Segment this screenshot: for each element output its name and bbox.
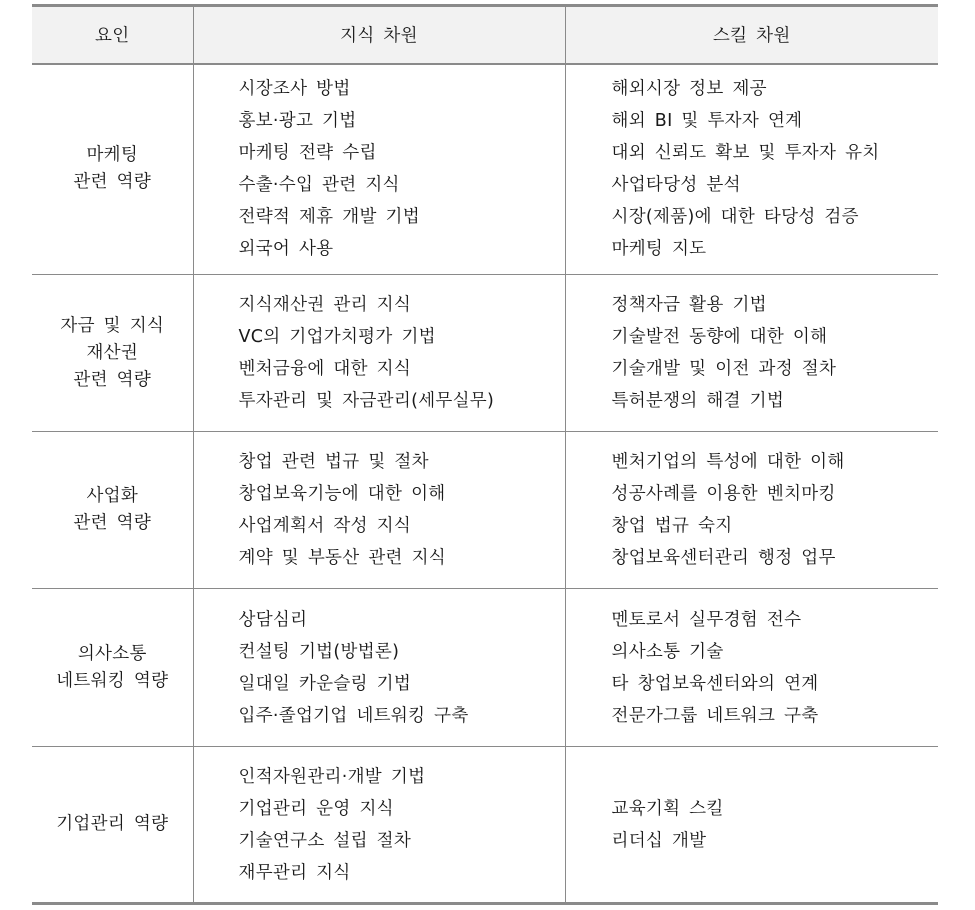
skill-item: 기술발전 동향에 대한 이해 bbox=[611, 327, 828, 347]
skill-item: 해외 BI 및 투자자 연계 bbox=[611, 111, 803, 132]
skill-item: 교육기획 스킬 bbox=[611, 798, 724, 819]
factor-label: 재산권 bbox=[86, 342, 139, 363]
table-body bbox=[32, 64, 938, 904]
knowledge-item: 인적자원관리·개발 기법 bbox=[238, 766, 426, 787]
knowledge-item: 사업계획서 작성 지식 bbox=[238, 516, 412, 536]
knowledge-item: 외국어 사용 bbox=[238, 239, 334, 260]
knowledge-item: 입주·졸업기업 네트워킹 구축 bbox=[238, 705, 469, 726]
knowledge-item: 창업보육기능에 대한 이해 bbox=[238, 484, 446, 504]
header-skill: 스킬 차원 bbox=[565, 6, 938, 64]
header-factor: 요인 bbox=[32, 6, 193, 64]
skill-list bbox=[566, 73, 939, 265]
knowledge-cell bbox=[193, 64, 565, 275]
skill-cell bbox=[565, 64, 938, 275]
table-row bbox=[32, 432, 938, 589]
skill-list bbox=[566, 604, 939, 732]
skill-cell bbox=[565, 747, 938, 904]
table-row bbox=[32, 589, 938, 747]
skill-cell bbox=[565, 275, 938, 432]
knowledge-item: VC의 기업가치평가 기법 bbox=[238, 327, 436, 347]
knowledge-item: 전략적 제휴 개발 기법 bbox=[238, 207, 420, 228]
skill-item: 대외 신뢰도 확보 및 투자자 유치 bbox=[611, 143, 880, 164]
knowledge-item: 창업 관련 법규 및 절차 bbox=[238, 452, 429, 472]
skill-item: 마케팅 지도 bbox=[611, 239, 707, 260]
table-row bbox=[32, 747, 938, 904]
skill-item: 사업타당성 분석 bbox=[611, 175, 741, 196]
skill-item: 성공사례를 이용한 벤치마킹 bbox=[611, 484, 836, 504]
table-header-row bbox=[32, 6, 938, 64]
factor-label: 사업화 bbox=[86, 486, 139, 506]
knowledge-item: 컨설팅 기법(방법론) bbox=[238, 641, 400, 662]
competency-table-container bbox=[32, 4, 938, 905]
skill-item: 창업보육센터관리 행정 업무 bbox=[611, 548, 836, 568]
knowledge-cell bbox=[193, 275, 565, 432]
factor-cell bbox=[32, 275, 193, 432]
knowledge-item: 마케팅 전략 수립 bbox=[238, 143, 377, 164]
skill-item: 정책자금 활용 기법 bbox=[611, 295, 767, 315]
skill-cell bbox=[565, 432, 938, 589]
factor-cell bbox=[32, 747, 193, 904]
skill-item: 타 창업보육센터와의 연계 bbox=[611, 673, 819, 694]
factor-cell bbox=[32, 432, 193, 589]
skill-item: 창업 법규 숙지 bbox=[611, 516, 733, 536]
factor-label: 마케팅 bbox=[86, 145, 139, 166]
knowledge-item: 시장조사 방법 bbox=[238, 79, 351, 100]
factor-label: 자금 및 지식 bbox=[60, 315, 165, 336]
skill-item: 멘토로서 실무경험 전수 bbox=[611, 609, 802, 630]
factor-cell bbox=[32, 589, 193, 747]
header-knowledge: 지식 차원 bbox=[193, 6, 565, 64]
factor-label: 관련 역량 bbox=[73, 369, 152, 390]
skill-item: 전문가그룹 네트워크 구축 bbox=[611, 705, 819, 726]
knowledge-cell bbox=[193, 747, 565, 904]
skill-item: 시장(제품)에 대한 타당성 검증 bbox=[611, 207, 859, 228]
skill-list bbox=[566, 289, 939, 417]
knowledge-cell bbox=[193, 589, 565, 747]
competency-table bbox=[32, 4, 938, 905]
knowledge-item: 지식재산권 관리 지식 bbox=[238, 295, 412, 315]
skill-item: 벤처기업의 특성에 대한 이해 bbox=[611, 452, 845, 472]
table-row bbox=[32, 64, 938, 275]
factor-label: 기업관리 역량 bbox=[56, 814, 169, 834]
knowledge-list bbox=[194, 446, 565, 574]
knowledge-item: 계약 및 부동산 관련 지식 bbox=[238, 548, 447, 568]
knowledge-item: 홍보·광고 기법 bbox=[238, 111, 357, 132]
knowledge-item: 재무관리 지식 bbox=[238, 862, 351, 883]
knowledge-list bbox=[194, 604, 565, 732]
factor-label: 관련 역량 bbox=[73, 513, 152, 533]
factor-label: 네트워킹 역량 bbox=[56, 670, 169, 691]
skill-list bbox=[566, 446, 939, 574]
skill-cell bbox=[565, 589, 938, 747]
skill-list bbox=[566, 793, 939, 857]
factor-label: 의사소통 bbox=[77, 643, 147, 664]
knowledge-item: 벤처금융에 대한 지식 bbox=[238, 359, 412, 379]
knowledge-item: 수출·수입 관련 지식 bbox=[238, 175, 400, 196]
knowledge-item: 투자관리 및 자금관리(세무실무) bbox=[238, 391, 495, 411]
skill-item: 해외시장 정보 제공 bbox=[611, 79, 767, 100]
skill-item: 의사소통 기술 bbox=[611, 641, 724, 662]
factor-label: 관련 역량 bbox=[73, 172, 152, 193]
factor-cell bbox=[32, 64, 193, 275]
knowledge-cell bbox=[193, 432, 565, 589]
knowledge-item: 기술연구소 설립 절차 bbox=[238, 830, 412, 851]
knowledge-item: 일대일 카운슬링 기법 bbox=[238, 673, 412, 694]
knowledge-item: 기업관리 운영 지식 bbox=[238, 798, 394, 819]
knowledge-item: 상담심리 bbox=[238, 609, 308, 630]
skill-item: 기술개발 및 이전 과정 절차 bbox=[611, 359, 837, 379]
skill-item: 특허분쟁의 해결 기법 bbox=[611, 391, 785, 411]
knowledge-list bbox=[194, 73, 565, 265]
knowledge-list bbox=[194, 761, 565, 889]
knowledge-list bbox=[194, 289, 565, 417]
skill-item: 리더십 개발 bbox=[611, 830, 707, 851]
table-row bbox=[32, 275, 938, 432]
